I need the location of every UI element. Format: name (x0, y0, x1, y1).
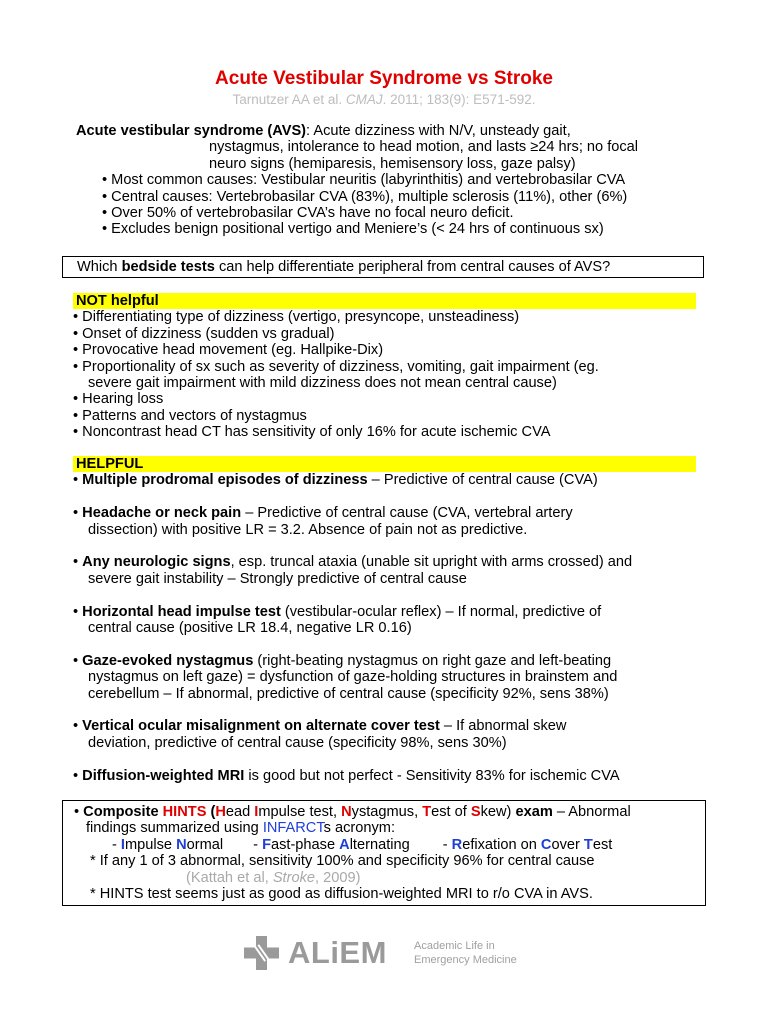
helpful-item-title: Horizontal head impulse test (82, 603, 281, 620)
helpful-item-title: Multiple prodromal episodes of dizziness (82, 472, 368, 489)
question-box (62, 256, 704, 278)
logo-tagline-line2: Emergency Medicine (414, 954, 517, 966)
not-helpful-item-cont: severe gait impairment with mild dizziness does not mean central cause) (88, 375, 557, 392)
helpful-item-cont: severe gait instability – Strongly predictive of central cause (88, 570, 467, 587)
citation (0, 92, 768, 107)
avs-bullet: • Excludes benign positional vertigo and Meniere’s (< 24 hrs of continuous sx) (102, 221, 604, 238)
hints-acronym: HINTS (162, 804, 207, 820)
not-helpful-item: • Onset of dizziness (sudden vs gradual) (73, 325, 335, 342)
helpful-item-text: , esp. truncal ataxia (unable sit upright with arms crossed) and (230, 554, 633, 571)
helpful-item-cont: cerebellum – If abnormal, predictive of central cause (specificity 92%, sens 38%) (88, 685, 609, 702)
not-helpful-item: • Hearing loss (73, 391, 164, 408)
not-helpful-item: • Differentiating type of dizziness (vertigo, presyncope, unsteadiness) (73, 309, 520, 326)
helpful-item-cont: nystagmus on left gaze) = dysfunction of gaze-holding structures in brainstem and (88, 669, 618, 686)
page-title: Acute Vestibular Syndrome vs Stroke (215, 68, 553, 89)
not-helpful-item: • Noncontrast head CT has sensitivity of only 16% for acute ischemic CVA (73, 424, 551, 441)
helpful-item-cont: central cause (positive LR 18.4, negative LR 0.16) (88, 620, 412, 637)
citation-journal: CMAJ (345, 92, 383, 107)
helpful-item-text: is good but not perfect - Sensitivity 83% for ischemic CVA (244, 767, 620, 784)
avs-bullet: • Central causes: Vertebrobasilar CVA (83%), multiple sclerosis (11%), other (6%) (102, 188, 628, 205)
helpful-item: • Horizontal head impulse test (vestibular-ocular reflex) – If normal, predictive of (73, 603, 602, 620)
citation-details: . 2011; 183(9): E571-592. (382, 92, 536, 107)
question-bold: bedside tests (121, 259, 215, 275)
helpful-item-title: Diffusion-weighted MRI (82, 767, 245, 784)
helpful-item: • Gaze-evoked nystagmus (right-beating nystagmus on right gaze and left-beating (73, 652, 612, 669)
infarct-acronym-line: - Impulse Normal - Fast-phase Alternating - Refixation on Cover Test (112, 836, 613, 853)
helpful-item: • Vertical ocular misalignment on alternate cover test – If abnormal skew (73, 718, 567, 735)
helpful-item: • Diffusion-weighted MRI is good but not perfect - Sensitivity 83% for ischemic CVA (73, 767, 620, 784)
helpful-section (73, 456, 707, 784)
question-text: Which (77, 259, 122, 275)
helpful-item-title: Headache or neck pain (82, 505, 242, 522)
question-text: can help differentiate peripheral from central causes of AVS? (214, 259, 611, 275)
not-helpful-section (73, 293, 707, 441)
helpful-item-title: Any neurologic signs (82, 554, 231, 571)
not-helpful-heading: NOT helpful (73, 293, 696, 309)
helpful-item-cont: dissection) with positive LR = 3.2. Absence of pain not as predictive. (88, 521, 528, 538)
helpful-item-title: Vertical ocular misalignment on alternate cover test (82, 718, 440, 735)
helpful-heading: HELPFUL (73, 456, 696, 472)
helpful-item-title: Gaze-evoked nystagmus (82, 652, 254, 669)
aliem-logo (242, 936, 542, 970)
avs-bullet: • Most common causes: Vestibular neuritis (labyrinthitis) and vertebrobasilar CVA (102, 172, 626, 189)
helpful-item-text: – Predictive of central cause (CVA) (367, 472, 598, 489)
helpful-item-text: (right-beating nystagmus on right gaze and left-beating (253, 652, 612, 669)
logo-tagline (414, 939, 517, 967)
helpful-item-cont: deviation, predictive of central cause (specificity 98%, sens 30%) (88, 734, 507, 751)
hints-line2: findings summarized using INFARCTs acronym: (86, 820, 396, 837)
citation-authors: Tarnutzer AA et al. (232, 92, 343, 107)
hints-mri-line: * HINTS test seems just as good as diffusion-weighted MRI to r/o CVA in AVS. (90, 886, 593, 903)
hints-sensitivity-line: * If any 1 of 3 abnormal, sensitivity 100% and specificity 96% for central cause (90, 853, 595, 870)
avs-definition (76, 123, 706, 238)
infarct-acronym: INFARCT (262, 820, 324, 837)
helpful-item-text: (vestibular-ocular reflex) – If normal, predictive of (280, 603, 602, 620)
helpful-item: • Any neurologic signs, esp. truncal ataxia (unable sit upright with arms crossed) and (73, 554, 633, 571)
helpful-item-text: – Predictive of central cause (CVA, vertebral artery (241, 505, 573, 522)
helpful-item: • Multiple prodromal episodes of dizziness – Predictive of central cause (CVA) (73, 472, 598, 489)
avs-def-line2: nystagmus, intolerance to head motion, and lasts ≥24 hrs; no focal (209, 139, 639, 156)
avs-bullet: • Over 50% of vertebrobasilar CVA’s have no focal neuro deficit. (102, 205, 514, 222)
helpful-item: • Headache or neck pain – Predictive of central cause (CVA, vertebral artery (73, 505, 573, 522)
logo-wordmark: ALiEM (288, 935, 387, 970)
not-helpful-item: • Provocative head movement (eg. Hallpike-Dix) (73, 342, 384, 359)
hints-box (62, 800, 706, 906)
avs-def-line1: : Acute dizziness with N/V, unsteady gait, (306, 123, 571, 139)
logo-tagline-line1: Academic Life in (414, 940, 495, 952)
hints-citation: (Kattah et al, Stroke, 2009) (186, 869, 361, 886)
medical-cross-logo-icon (242, 936, 282, 970)
avs-term: Acute vestibular syndrome (AVS) (76, 123, 307, 139)
hints-line1: • Composite HINTS (Head Impulse test, Nystagmus, Test of Skew) exam – Abnormal (74, 804, 631, 820)
not-helpful-item: • Patterns and vectors of nystagmus (73, 407, 307, 424)
not-helpful-item: • Proportionality of sx such as severity of dizziness, vomiting, gait impairment (eg. (73, 358, 599, 375)
avs-def-line3: neuro signs (hemiparesis, hemisensory loss, gaze palsy) (209, 155, 576, 172)
helpful-item-text: – If abnormal skew (439, 718, 567, 735)
